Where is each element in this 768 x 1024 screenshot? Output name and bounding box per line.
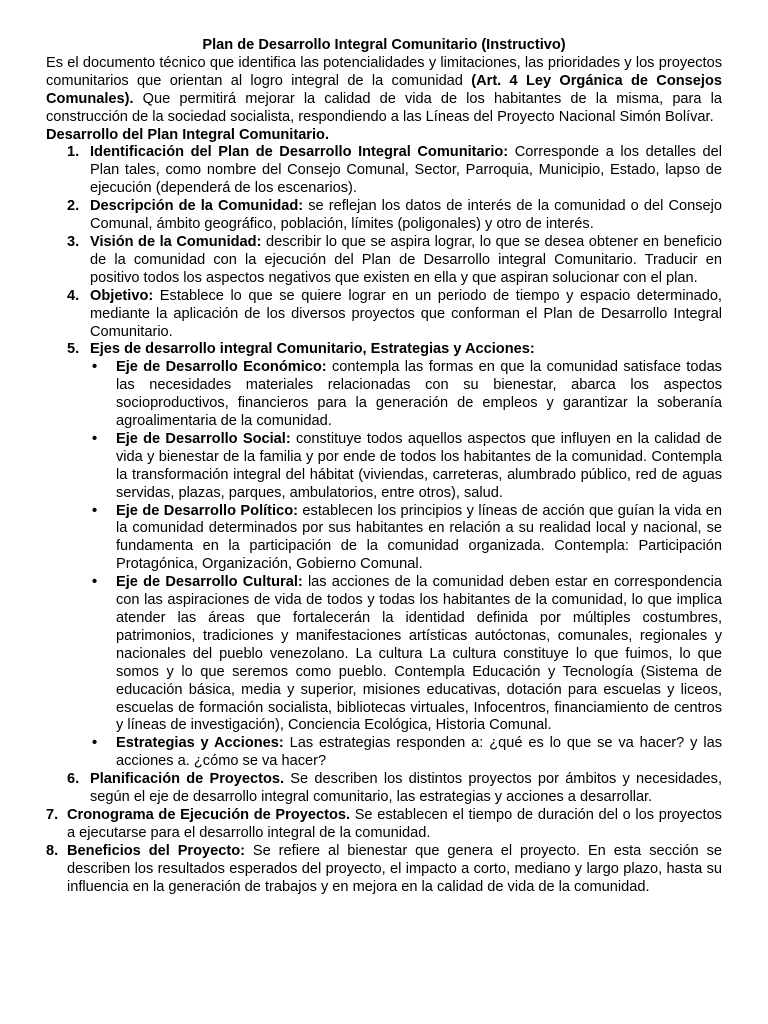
list-number: 3. xyxy=(67,233,80,250)
intro-text-1: Es el documento técnico que identifica las potencialidades y limitaciones, las prioridades y los proyectos comunitarios que orientan al logro integral de la comunidad xyxy=(46,54,722,89)
list-item-label: Cronograma de Ejecución de Proyectos. xyxy=(67,806,351,823)
bullet-item-economico xyxy=(46,359,722,431)
list-item-label: Ejes de desarrollo integral Comunitario, Estrategias y Acciones: xyxy=(90,341,535,358)
list-item-text: Establece lo que se quiere lograr en un periodo de tiempo y espacio determinado, mediante la aplicación de los diversos proyectos que conforman el Plan de Desarrollo Integral Comunitario. xyxy=(90,287,722,340)
list-number: 4. xyxy=(67,287,80,304)
bullet-text: establecen los principios y líneas de acción que guían la vida en la comunidad determinados por sus habitantes en relación a su realidad local y nacional, se fundamenta en la participación de la comunidad organizada. Contempla: Participación Protagónica, Organización, Gobierno Comunal. xyxy=(116,502,722,573)
list-number: 6. xyxy=(67,771,80,788)
bullet-label: Estrategias y Acciones: xyxy=(116,735,284,752)
intro-legal-reference: (Art. 4 Ley Orgánica de Consejos Comunales). xyxy=(46,72,722,107)
bullet-label: Eje de Desarrollo Social: xyxy=(116,430,291,447)
bullet-label: Eje de Desarrollo Cultural: xyxy=(116,574,303,591)
bullet-label: Eje de Desarrollo Económico: xyxy=(116,359,327,376)
list-number: 8. xyxy=(46,842,59,859)
bullet-icon: • xyxy=(92,735,98,752)
list-item-5 xyxy=(46,341,722,359)
section-heading: Desarrollo del Plan Integral Comunitario. xyxy=(46,126,330,143)
bullet-item-cultural xyxy=(46,574,722,735)
list-item-3 xyxy=(46,234,722,288)
bullet-item-estrategias xyxy=(46,735,722,771)
list-item-6 xyxy=(46,771,722,807)
list-item-4 xyxy=(46,288,722,342)
list-item-8 xyxy=(46,843,722,897)
list-item-text: Se describen los distintos proyectos por ámbitos y necesidades, según el eje de desarrollo integral comunitario, las estrategias y acciones a desarrollar. xyxy=(90,771,722,806)
bullet-icon: • xyxy=(92,502,98,519)
list-item-7 xyxy=(46,807,722,843)
bullet-label: Eje de Desarrollo Político: xyxy=(116,502,298,519)
document-title: Plan de Desarrollo Integral Comunitario (Instructivo) xyxy=(202,37,566,53)
bullet-item-social xyxy=(46,431,722,503)
list-item-text: Se establecen el tiempo de duración del o los proyectos a ejecutarse para el desarrollo integral de la comunidad. xyxy=(67,806,722,841)
list-item-text: Corresponde a los detalles del Plan tales, como nombre del Consejo Comunal, Sector, Parroquia, Municipio, Estado, lapso de ejecución (dependerá de los escenarios). xyxy=(90,144,722,197)
list-item-text: se reflejan los datos de interés de la comunidad o del Consejo Comunal, ámbito geográfico, población, límites (poligonales) y otro de interés. xyxy=(90,198,722,233)
list-item-label: Visión de la Comunidad: xyxy=(90,233,262,250)
list-item-text: Se refiere al bienestar que genera el proyecto. En esta sección se describen los resultados esperados del proyecto, el impacto a corto, mediano y largo plazo, hasta su influencia en la generación de trabajos y en mejora en la calidad de vida de la comunidad. xyxy=(67,842,722,895)
intro-paragraph xyxy=(46,55,722,127)
bullet-item-politico xyxy=(46,503,722,575)
list-number: 5. xyxy=(67,341,80,358)
bullet-icon: • xyxy=(92,359,98,376)
bullet-text: constituye todos aquellos aspectos que influyen en la calidad de vida y bienestar de la familia y por ende de todos los habitantes de la comunidad. Contempla la transformación integral del hábitat (viviendas, carreteras, alumbrado público, red de aguas servidas, plazas, parques, ambulatorios, entre otros), salud. xyxy=(116,430,723,501)
list-item-text: describir lo que se aspira lograr, lo que se desea obtener en beneficio de la comunidad con la ejecución del Plan de Desarrollo integral Comunitario. Traducir en positivo todos los aspectos negativos que existen en ella y que aspiran solucionar con el plan. xyxy=(90,233,722,286)
list-item-label: Objetivo: xyxy=(90,287,154,304)
bullet-text: las acciones de la comunidad deben estar en correspondencia con las aspiraciones de vida de todos y todas los habitantes de la comunidad, lo que implica atender las áreas que fortalecerán la identidad definida por múltiples costumbres, patrimonios, tradiciones y manifestaciones artísticas autóctonas, comunales, regionales y nacionales del pueblo venezolano. La cultura La cultura constituye lo que fuimos, lo que somos y lo que seremos como pueblo. Contempla Educación y Tecnología (Sistema de educación básica, media y superior, misiones educativas, dotación para escuelas y liceos, escuelas de formación socialista, bibliotecas virtuales, Infocentros, financiamiento de centros y líneas de investigación), Conciencia Ecológica, Historia Comunal. xyxy=(116,574,722,734)
list-item-label: Descripción de la Comunidad: xyxy=(90,198,304,215)
intro-text-2: Que permitirá mejorar la calidad de vida de los habitantes de la misma, para la construcción de la sociedad socialista, respondiendo a las Líneas del Proyecto Nacional Simón Bolívar. xyxy=(46,90,722,125)
list-item-label: Beneficios del Proyecto: xyxy=(67,842,246,859)
list-item-1 xyxy=(46,144,722,198)
list-item-label: Planificación de Proyectos. xyxy=(90,771,285,788)
bullet-text: contempla las formas en que la comunidad satisface todas las necesidades materiales relacionadas con su bienestar, abarca los aspectos socioproductivos, financieros para la generación de empleos y garantizar la soberanía agroalimentaria de la comunidad. xyxy=(116,359,722,430)
list-number: 2. xyxy=(67,198,80,215)
list-number: 1. xyxy=(67,144,80,161)
list-item-2 xyxy=(46,198,722,234)
bullet-icon: • xyxy=(92,430,98,447)
bullet-icon: • xyxy=(92,574,98,591)
list-item-label: Identificación del Plan de Desarrollo Integral Comunitario: xyxy=(90,144,509,161)
bullet-text: Las estrategias responden a: ¿qué es lo que se va hacer? y las acciones a. ¿cómo se va hacer? xyxy=(116,735,722,770)
list-number: 7. xyxy=(46,806,59,823)
